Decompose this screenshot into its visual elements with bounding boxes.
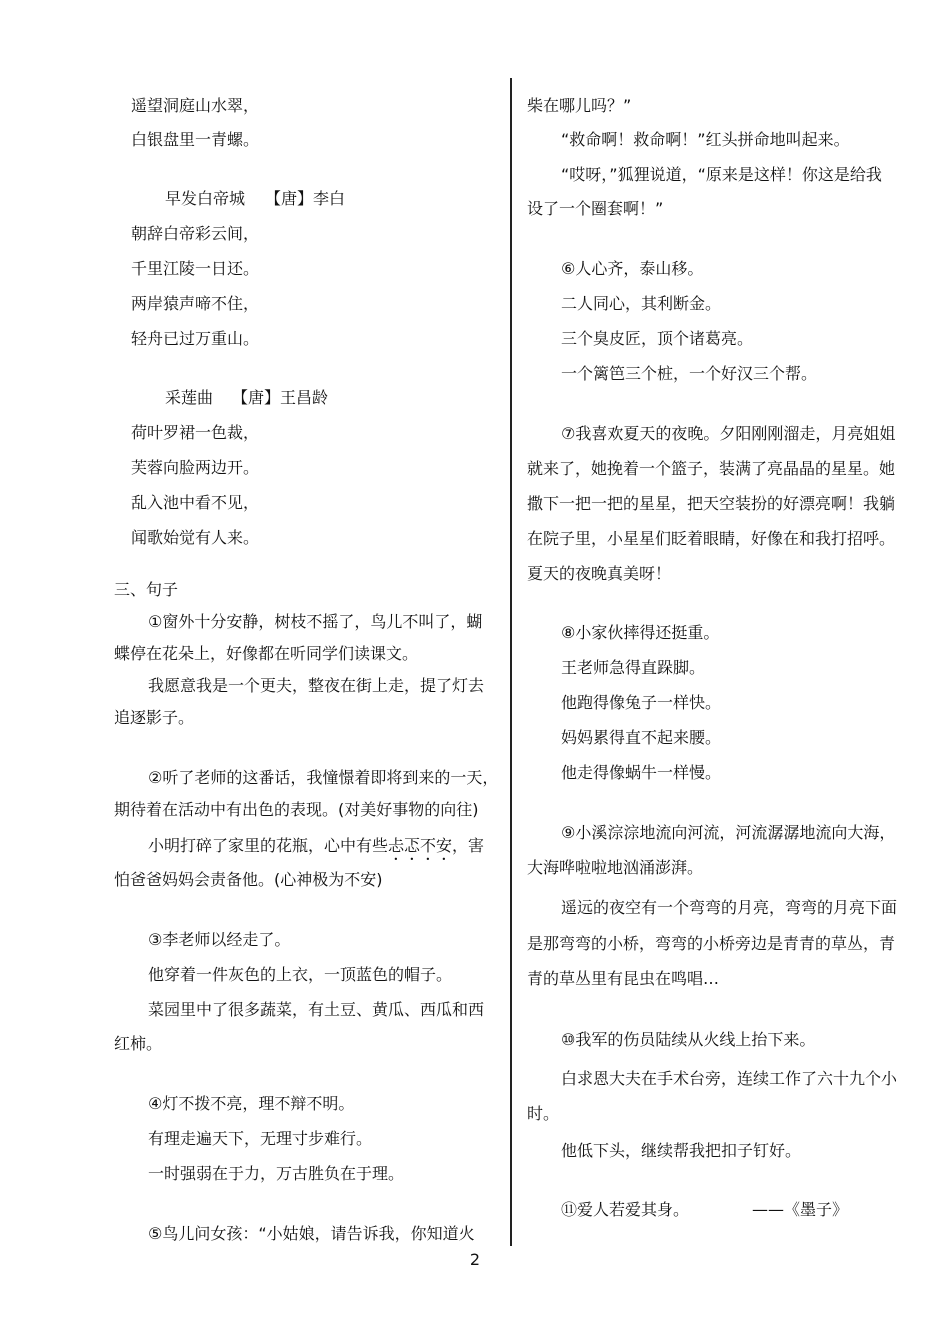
sentence-line: 他跑得像兔子一样快。 [561, 693, 722, 712]
sentence-line: ⑤鸟儿问女孩：“小姑娘，请告诉我，你知道火 [148, 1224, 475, 1243]
sentence-line: ⑦我喜欢夏天的夜晚。夕阳刚刚溜走，月亮姐姐 [561, 424, 896, 443]
sentence-line: 一个篱笆三个桩，一个好汉三个帮。 [561, 364, 818, 383]
sentence-line: ①窗外十分安静，树枝不摇了，鸟儿不叫了，蝴 [148, 612, 483, 631]
poem-line: 闻歌始觉有人来。 [131, 528, 260, 547]
section-heading: 三、句子 [114, 580, 179, 599]
poem-line: 两岸猿声啼不住， [131, 294, 260, 313]
sentence-line: 夏天的夜晚真美呀！ [527, 564, 672, 583]
sentence-text: 小明打碎了家里的花瓶，心中有些 [148, 836, 389, 855]
sentence-line: 怕爸爸妈妈会责备他。(心神极为不安) [114, 870, 383, 889]
sentence-line: 蝶停在花朵上，好像都在听同学们读课文。 [114, 644, 419, 663]
sentence-line: ⑨小溪淙淙地流向河流，河流潺潺地流向大海， [561, 823, 896, 842]
poem-line: 遥望洞庭山水翠， [131, 96, 260, 115]
sentence-line: 大海哗啦啦地汹涌澎湃。 [527, 858, 704, 877]
sentence-line: 我愿意我是一个更夫，整夜在街上走，提了灯去 [148, 676, 485, 695]
sentence-line: ⑥人心齐，泰山移。 [561, 259, 704, 278]
sentence-line: ③李老师以经走了。 [148, 930, 291, 949]
poem-line: 白银盘里一青螺。 [131, 130, 260, 149]
sentence-line: 他穿着一件灰色的上衣，一顶蓝色的帽子。 [148, 965, 453, 984]
sentence-line: 就来了，她挽着一个篮子，装满了亮晶晶的星星。她 [527, 459, 896, 478]
poem-author: 【唐】王昌龄 [232, 388, 329, 407]
sentence-line: 他走得像蜗牛一样慢。 [561, 763, 722, 782]
sentence-text: ，害 [452, 836, 485, 855]
sentence-line: 撒下一把一把的星星，把天空装扮的好漂亮啊！我躺 [527, 494, 896, 513]
sentence-line: “救命啊！救命啊！”红头拼命地叫起来。 [561, 130, 850, 149]
sentence-line: 王老师急得直跺脚。 [561, 658, 706, 677]
poem-title: 早发白帝城 [165, 189, 246, 208]
sentence-line [148, 836, 484, 864]
column-divider [510, 78, 512, 1246]
sentence-line: 红柿。 [114, 1034, 163, 1053]
poem-author: 【唐】李白 [265, 189, 346, 208]
poem-line: 乱入池中看不见， [131, 493, 260, 512]
sentence-line: 在院子里，小星星们眨着眼睛，好像在和我打招呼。 [527, 529, 896, 548]
sentence-line: 一时强弱在于力，万古胜负在于理。 [148, 1164, 405, 1183]
poem-line: 轻舟已过万重山。 [131, 329, 260, 348]
emphasized-phrase: 忐忑不安 [388, 836, 453, 855]
poem-line: 千里江陵一日还。 [131, 259, 260, 278]
quote-source: ——《墨子》 [752, 1200, 849, 1219]
sentence-line: 遥远的夜空有一个弯弯的月亮，弯弯的月亮下面 [561, 898, 898, 917]
poem-line: 荷叶罗裙一色裁， [131, 423, 260, 442]
poem-line: 朝辞白帝彩云间， [131, 224, 260, 243]
sentence-line: “哎呀，”狐狸说道，“原来是这样！你这是给我 [561, 165, 882, 184]
sentence-line: 柴在哪儿吗？” [527, 96, 632, 115]
sentence-line: ⑪爱人若爱其身。 [561, 1200, 690, 1219]
sentence-line: ④灯不拨不亮，理不辩不明。 [148, 1094, 355, 1113]
sentence-line: ⑩我军的伤员陆续从火线上抬下来。 [561, 1030, 816, 1049]
sentence-line: 菜园里中了很多蔬菜，有土豆、黄瓜、西瓜和西 [148, 1000, 485, 1019]
sentence-line: 青的草丛里有昆虫在鸣唱… [527, 969, 720, 988]
sentence-line: 是那弯弯的小桥，弯弯的小桥旁边是青青的草丛，青 [527, 934, 896, 953]
sentence-line: ⑧小家伙摔得还挺重。 [561, 623, 720, 642]
sentence-line: 时。 [527, 1104, 560, 1123]
sentence-line: 追逐影子。 [114, 708, 195, 727]
poem-title: 采莲曲 [165, 388, 214, 407]
sentence-line: 有理走遍天下，无理寸步难行。 [148, 1129, 373, 1148]
sentence-line: 期待着在活动中有出色的表现。(对美好事物的向往) [114, 800, 479, 819]
sentence-line: 设了一个圈套啊！” [527, 199, 664, 218]
sentence-line: 他低下头，继续帮我把扣子钉好。 [561, 1141, 802, 1160]
sentence-line: ②听了老师的这番话，我憧憬着即将到来的一天， [148, 768, 499, 787]
sentence-line: 二人同心，其利断金。 [561, 294, 722, 313]
poem-line: 芙蓉向脸两边开。 [131, 458, 260, 477]
sentence-line: 妈妈累得直不起来腰。 [561, 728, 722, 747]
sentence-line: 白求恩大夫在手术台旁，连续工作了六十九个小 [561, 1069, 898, 1088]
page-number: 2 [469, 1250, 481, 1269]
sentence-line: 三个臭皮匠，顶个诸葛亮。 [561, 329, 754, 348]
